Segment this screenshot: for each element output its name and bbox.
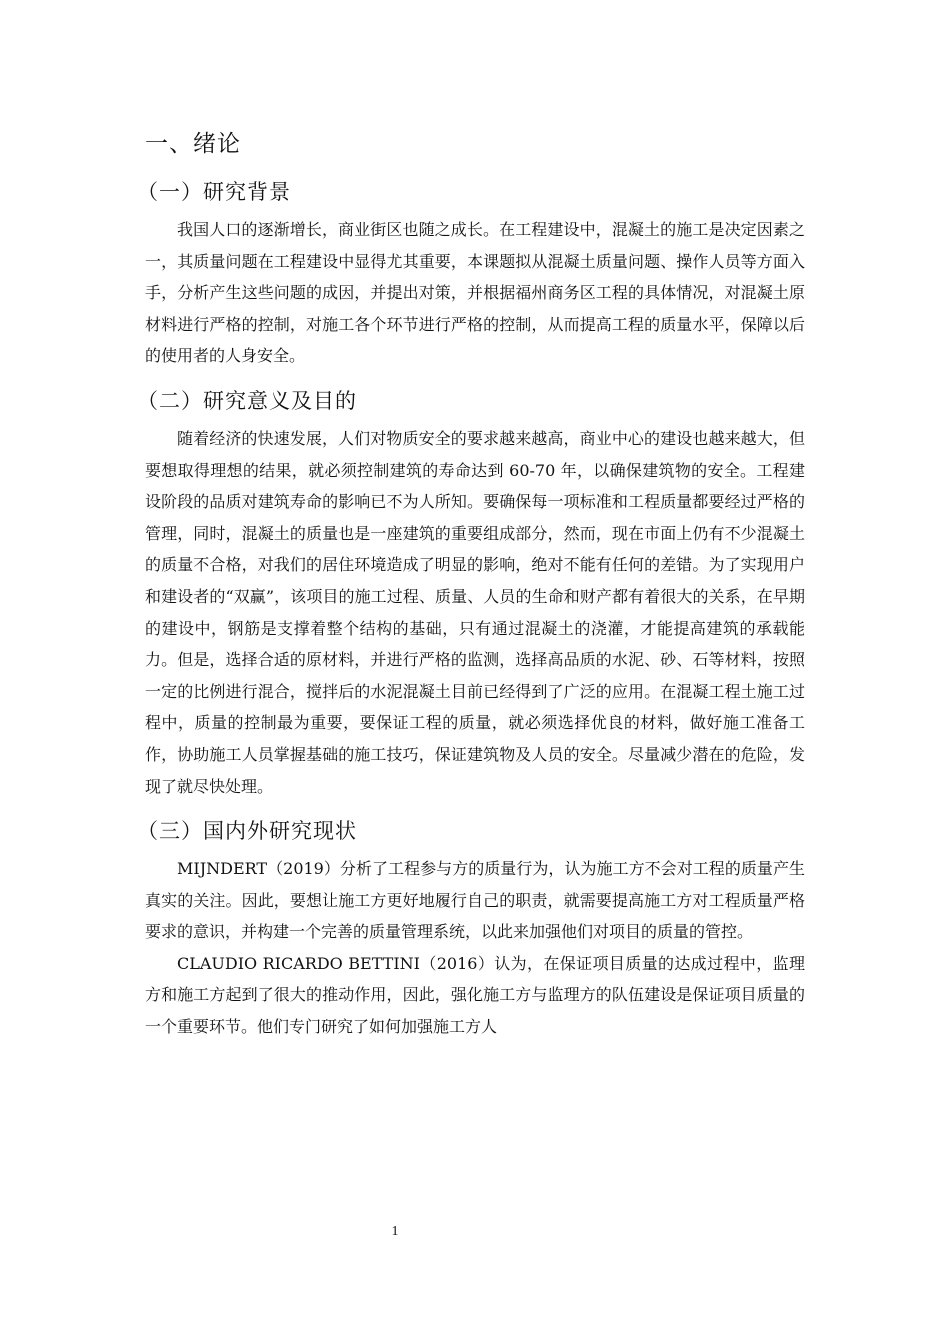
paragraph-research-status-2: CLAUDIO RICARDO BETTINI（2016）认为，在保证项目质量的达成过程中，监理方和施工方起到了很大的推动作用，因此，强化施工方与监理方的队伍建设是保证项目质量的一个重要环节。他们专门研究了如何加强施工方人 bbox=[145, 953, 805, 1037]
paragraph-research-status-1: MIJNDERT（2019）分析了工程参与方的质量行为，认为施工方不会对工程的质量产生真实的关注。因此，要想让施工方更好地履行自己的职责，就需要提高施工方对工程质量严格要求的意识，并构建一个完善的质量管理系统，以此来加强他们对项目的质量的管控。 bbox=[145, 859, 805, 942]
section-title-significance: （二）研究意义及目的 bbox=[137, 388, 357, 413]
section-title-research-status: （三）国内外研究现状 bbox=[137, 819, 357, 844]
paragraph-significance: 随着经济的快速发展，人们对物质安全的要求越来越高，商业中心的建设也越来越大，但要想取得理想的结果，就必须控制建筑的寿命达到 60-70 年，以确保建筑物的安全。工程建设阶段的品质对建筑寿命的影响已不为人所知。要确保每一项标准和工程质量都要经过严格的管理，同时，混凝土的质量也是一座建筑的重要组成部分，然而，现在市面上仍有不少混凝土的质量不合格，对我们的居住环境造成了明显的影响，绝对不能有任何的差错。为了实现用户和建设者的“双赢”，该项目的施工过程、质量、人员的生命和财产都有着很大的关系，在早期的建设中，钢筋是支撑着整个结构的基础，只有通过混凝土的浇灌，才能提高建筑的承载能力。但是，选择合适的原材料，并进行严格的监测，选择高品质的水泥、砂、石等材料，按照一定的比例进行混合，搅拌后的水泥混凝土目前已经得到了广泛的应用。在混凝工程土施工过程中，质量的控制最为重要，要保证工程的质量，就必须选择优良的材料，做好施工准备工作，协助施工人员掌握基础的施工技巧，保证建筑物及人员的安全。尽量减少潜在的危险，发现了就尽快处理。 bbox=[145, 428, 805, 796]
paragraph-background: 我国人口的逐渐增长，商业街区也随之成长。在工程建设中，混凝土的施工是决定因素之一，其质量问题在工程建设中显得尤其重要，本课题拟从混凝土质量问题、操作人员等方面入手，分析产生这些问题的成因，并提出对策，并根据福州商务区工程的具体情况，对混凝土原材料进行严格的控制，对施工各个环节进行严格的控制，从而提高工程的质量水平，保障以后的使用者的人身安全。 bbox=[145, 220, 805, 366]
section-title-background: （一）研究背景 bbox=[137, 180, 291, 204]
page-content bbox=[137, 122, 805, 1043]
chapter-title: 一、绪论 bbox=[145, 131, 241, 157]
page-number: 1 bbox=[391, 1224, 399, 1239]
